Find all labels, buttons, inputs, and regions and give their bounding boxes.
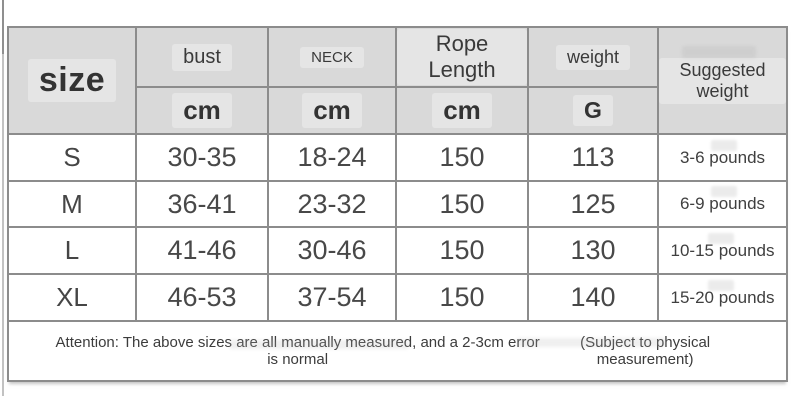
cell-size: XL	[8, 274, 136, 321]
table-body	[8, 134, 787, 321]
table-row-xl	[8, 274, 787, 321]
cell-suggested	[658, 227, 787, 274]
col-header-weight	[528, 27, 658, 87]
cell-rope: 150	[396, 274, 528, 321]
neck-unit-label: cm	[302, 93, 362, 128]
cell-bust: 41-46	[136, 227, 268, 274]
footer-row	[8, 321, 787, 381]
cell-bust: 36-41	[136, 181, 268, 227]
cell-bust: 30-35	[136, 134, 268, 181]
col-header-suggested-weight	[658, 27, 787, 134]
cell-size: S	[8, 134, 136, 181]
cell-weight: 125	[528, 181, 658, 227]
suggested-weight-value: 10-15 pounds	[670, 240, 775, 260]
cell-suggested	[658, 181, 787, 227]
table-footer	[8, 321, 787, 381]
weight-unit-cell	[528, 87, 658, 134]
cell-rope: 150	[396, 227, 528, 274]
left-edge-artifact-line	[2, 0, 4, 396]
col-header-size	[8, 27, 136, 134]
col-header-bust	[136, 27, 268, 87]
table-row-m	[8, 181, 787, 227]
weight-header-label: weight	[556, 45, 630, 70]
size-chart-table	[7, 26, 788, 382]
measurement-note: (Subject to physical measurement)	[580, 334, 711, 368]
cell-neck: 23-32	[268, 181, 396, 227]
suggested-weight-value: 6-9 pounds	[679, 194, 766, 213]
cell-size: M	[8, 181, 136, 227]
cell-weight: 130	[528, 227, 658, 274]
cell-rope: 150	[396, 134, 528, 181]
weight-unit-label: G	[573, 95, 613, 126]
cell-size: L	[8, 227, 136, 274]
col-header-neck	[268, 27, 396, 87]
bust-header-label: bust	[172, 44, 232, 71]
rope-unit-label: cm	[432, 93, 492, 128]
attention-note: Attention: The above sizes are all manually measured, and a 2-3cm error is normal	[55, 334, 540, 368]
suggested-weight-header-label: Suggested weight	[659, 58, 786, 104]
cell-bust: 46-53	[136, 274, 268, 321]
cell-weight: 140	[528, 274, 658, 321]
table-row-s	[8, 134, 787, 181]
cell-suggested	[658, 134, 787, 181]
table-header	[8, 27, 787, 134]
size-header-label: size	[28, 59, 116, 102]
cell-neck: 37-54	[268, 274, 396, 321]
neck-unit-cell	[268, 87, 396, 134]
suggested-weight-value: 3-6 pounds	[679, 147, 766, 167]
footer-cell	[8, 321, 787, 381]
rope-unit-cell	[396, 87, 528, 134]
cell-rope: 150	[396, 181, 528, 227]
cell-neck: 18-24	[268, 134, 396, 181]
cell-neck: 30-46	[268, 227, 396, 274]
rope-length-header-label: Rope Length	[397, 29, 527, 85]
suggested-weight-value: 15-20 pounds	[670, 287, 775, 307]
table-row-l	[8, 227, 787, 274]
neck-header-label: NECK	[300, 47, 364, 68]
col-header-rope-length	[396, 27, 528, 87]
bust-unit-cell	[136, 87, 268, 134]
header-row-labels	[8, 27, 787, 87]
cell-suggested	[658, 274, 787, 321]
cell-weight: 113	[528, 134, 658, 181]
bust-unit-label: cm	[172, 93, 232, 128]
